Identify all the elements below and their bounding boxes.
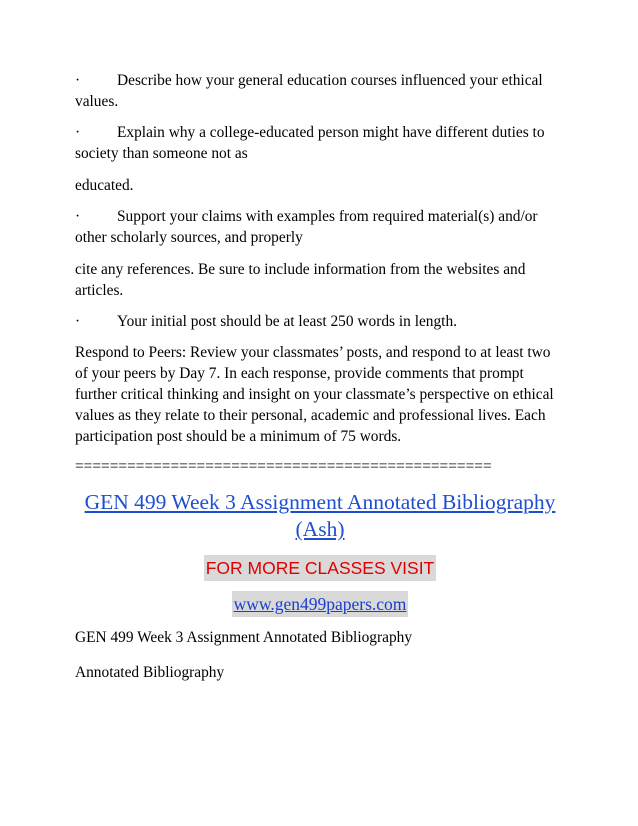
bullet-item [75, 122, 565, 164]
bullet-text: Support your claims with examples from required material(s) and/or other scholarly sources, and properly [75, 208, 538, 246]
more-classes-banner: FOR MORE CLASSES VISIT [204, 555, 437, 581]
more-classes-row [75, 555, 565, 581]
respond-to-peers-paragraph: Respond to Peers: Review your classmates’ posts, and respond to at least two of your peers by Day 7. In each response, provide comments that prompt further critical thinking and insight on your classmate’s perspective on ethical values as they relate to their personal, academic and professional lives. Each participation post should be a minimum of 75 words. [75, 344, 554, 445]
bullet-marker: · [75, 313, 81, 330]
bullet-item [75, 206, 565, 248]
bullet-text: Your initial post should be at least 250 words in length. [117, 313, 458, 330]
website-row [75, 591, 565, 617]
paragraph: cite any references. Be sure to include information from the websites and articles. [75, 261, 526, 299]
bullet-marker: · [75, 72, 81, 89]
bullet-text: Explain why a college-educated person might have different duties to society than someone not as [75, 124, 545, 162]
heading-line-2: (Ash) [295, 517, 345, 541]
assignment-title-line: GEN 499 Week 3 Assignment Annotated Bibliography [75, 629, 413, 646]
bullet-item [75, 70, 565, 112]
heading-link[interactable] [85, 490, 556, 541]
bullet-text: Describe how your general education courses influenced your ethical values. [75, 72, 543, 110]
assignment-heading [75, 489, 565, 543]
annotated-bibliography-line: Annotated Bibliography [75, 664, 225, 681]
paragraph: educated. [75, 177, 134, 194]
bullet-item [75, 311, 565, 332]
separator-line: ================================================ [75, 458, 492, 475]
website-link[interactable]: www.gen499papers.com [232, 591, 409, 617]
bullet-marker: · [75, 124, 81, 141]
heading-line-1: GEN 499 Week 3 Assignment Annotated Bibliography [84, 490, 556, 514]
bullet-marker: · [75, 208, 81, 225]
document-body [75, 70, 565, 693]
